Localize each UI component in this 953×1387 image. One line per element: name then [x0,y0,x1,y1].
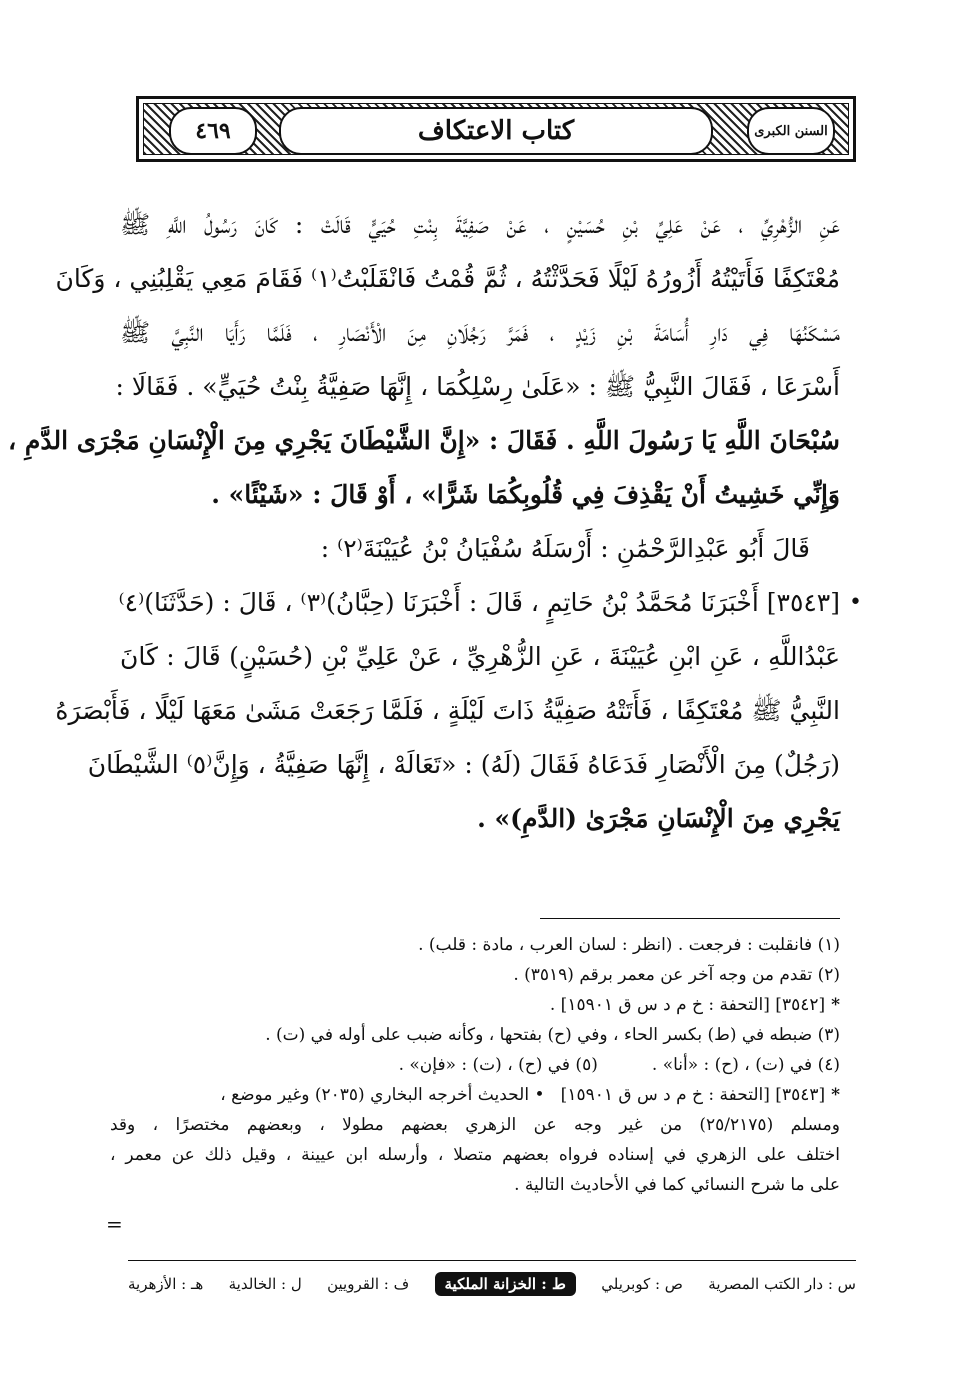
continuation-mark: = [106,1212,123,1236]
footnote: ومسلم (٢٥/٢١٧٥) من غير وجه عن الزهري بعضهم مطولا ، وبعضهم مختصرًا ، وقد [110,1115,840,1135]
text-line: أَسْرَعَا ، فَقَالَ النَّبِيُّ ﷺ : «عَلَىٰ رِسْلِكُمَا ، إِنَّهَا صَفِيَّةُ بِنْتُ حُيَيٍّ» . فَقَالَا : [115,372,840,401]
chapter-title: كتاب الاعتكاف [279,107,713,155]
text-line: مَسْكَنُهَا فِي دَارِ أُسَامَةَ بْنِ زَيْدٍ ، فَمَرَّ رَجُلَانِ مِنَ الْأَنْصَارِ ، فَلَمَّا رَأَيَا النَّبِيَّ ﷺ [120,318,840,347]
footnote-divider [540,918,840,919]
siglum: ل : الخالدية [228,1275,302,1293]
footnote: *[٣٥٤٣] [التحفة : خ م د س ق ١٥٩٠١] • الحديث أخرجه البخاري (٢٠٣٥) وغير موضع ، [220,1085,840,1105]
siglum: هـ : الأزهرية [128,1275,204,1293]
star-icon: * [831,1085,840,1105]
footnote: (٣) ضبطه في (ط) بكسر الحاء ، وفي (ح) بفتحها ، وكأنه ضبب على أوله في (ت) . [265,1025,840,1045]
footnote: (٤) في (ت) ، (ح) : «أنا» . (٥) في (ح) ، (ت) : «فإن» . [398,1055,840,1075]
sigla-divider [128,1260,856,1261]
star-icon: * [831,995,840,1015]
text-line: النَّبِيُّ ﷺ مُعْتَكِفًا ، فَأَتَتْهُ صَفِيَّةُ ذَاتَ لَيْلَةٍ ، فَلَمَّا رَجَعَتْ مَشَىٰ مَعَهَا لَيْلًا ، فَأَبْصَرَهُ [55,696,840,725]
footnote: *[٣٥٤٢] [التحفة : خ م د س ق ١٥٩٠١] . [549,995,840,1015]
footnote: (١) فانقلبت : فرجعت . (انظر : لسان العرب ، مادة : قلب) . [418,935,840,955]
text-line: مُعْتَكِفًا فَأَتَيْتُهُ أَزُورُهُ لَيْلًا فَحَدَّثْتُهُ ، ثُمَّ قُمْتُ فَانْقَلَبْتُ⁽١⁾ فَقَامَ مَعِي يَقْلِبُنِي ، وَكَانَ [55,264,840,293]
siglum: ص : كوبريلي [601,1275,683,1293]
footnote: على ما شرح النسائي كما في الأحاديث التالية . [514,1175,840,1195]
footnote: (٢) تقدم من وجه آخر عن معمر برقم (٣٥١٩) . [513,965,840,985]
siglum: س : دار الكتب المصرية [708,1275,856,1293]
footnote: اختلف على الزهري في إسناده فرواه بعضهم متصلا ، وأرسله ابن عيينة ، وقيل ذلك عن معمر ، [110,1145,840,1165]
book-logo: السنن الكبرى [747,107,835,155]
footnotes [110,930,840,1200]
text-line: سُبْحَانَ اللَّهِ يَا رَسُولَ اللَّهِ . فَقَالَ : «إِنَّ الشَّيْطَانَ يَجْرِي مِنَ الْإِنْسَانِ مَجْرَى الدَّمِ ، [8,426,840,455]
page-header [136,96,856,162]
text-line: يَجْرِي مِنَ الْإِنْسَانِ مَجْرَىٰ (الدَّمِ)» . [477,804,840,833]
bullet-icon: • [849,590,862,615]
text-line: عَبْدُاللَّهِ ، عَنِ ابْنِ عُيَيْنَةَ ، عَنِ الزُّهْرِيِّ ، عَنْ عَلِيِّ بْنِ (حُسَيْنٍ) قَالَ : كَانَ [120,642,840,671]
text-line: وَإِنِّي خَشِيتُ أَنْ يَقْذِفَ فِي قُلُوبِكُمَا شَرًّا» ، أَوْ قَالَ : «شَيْئًا» . [211,480,840,509]
siglum: ف : القرويين [327,1275,410,1293]
author-remark: قَالَ أَبُو عَبْدِالرَّحْمَٰنِ : أَرْسَلَهُ سُفْيَانُ بْنُ عُيَيْنَةَ⁽٢⁾ : [320,534,810,563]
text-line: [٣٥٤٣] أَخْبَرَنَا مُحَمَّدُ بْنُ حَاتِمٍ ، قَالَ : أَخْبَرَنَا (حِبَّانُ)⁽٣⁾ ، قَالَ : (حَدَّثَنَا)⁽٤⁾ [118,588,840,617]
text-line: (رَجُلٌ) مِنَ الْأَنْصَارِ فَدَعَاهُ فَقَالَ (لَهُ) : «تَعَالَهْ ، إِنَّهَا صَفِيَّةُ ، وَإِنَّ⁽٥⁾ الشَّيْطَانَ [87,750,840,779]
main-text [8,198,862,846]
page-number: ٤٦٩ [169,107,257,155]
text-line: عَنِ الزُّهْرِيِّ ، عَنْ عَلِيِّ بْنِ حُسَيْنٍ ، عَنْ صَفِيَّةَ بِنْتِ حُيَيٍّ قَالَتْ : كَانَ رَسُولُ اللَّهِ ﷺ [120,210,840,239]
manuscript-sigla [128,1266,856,1302]
siglum-highlighted: ط : الخزانة الملكية [435,1272,576,1296]
hadith-3543-start [118,576,862,630]
